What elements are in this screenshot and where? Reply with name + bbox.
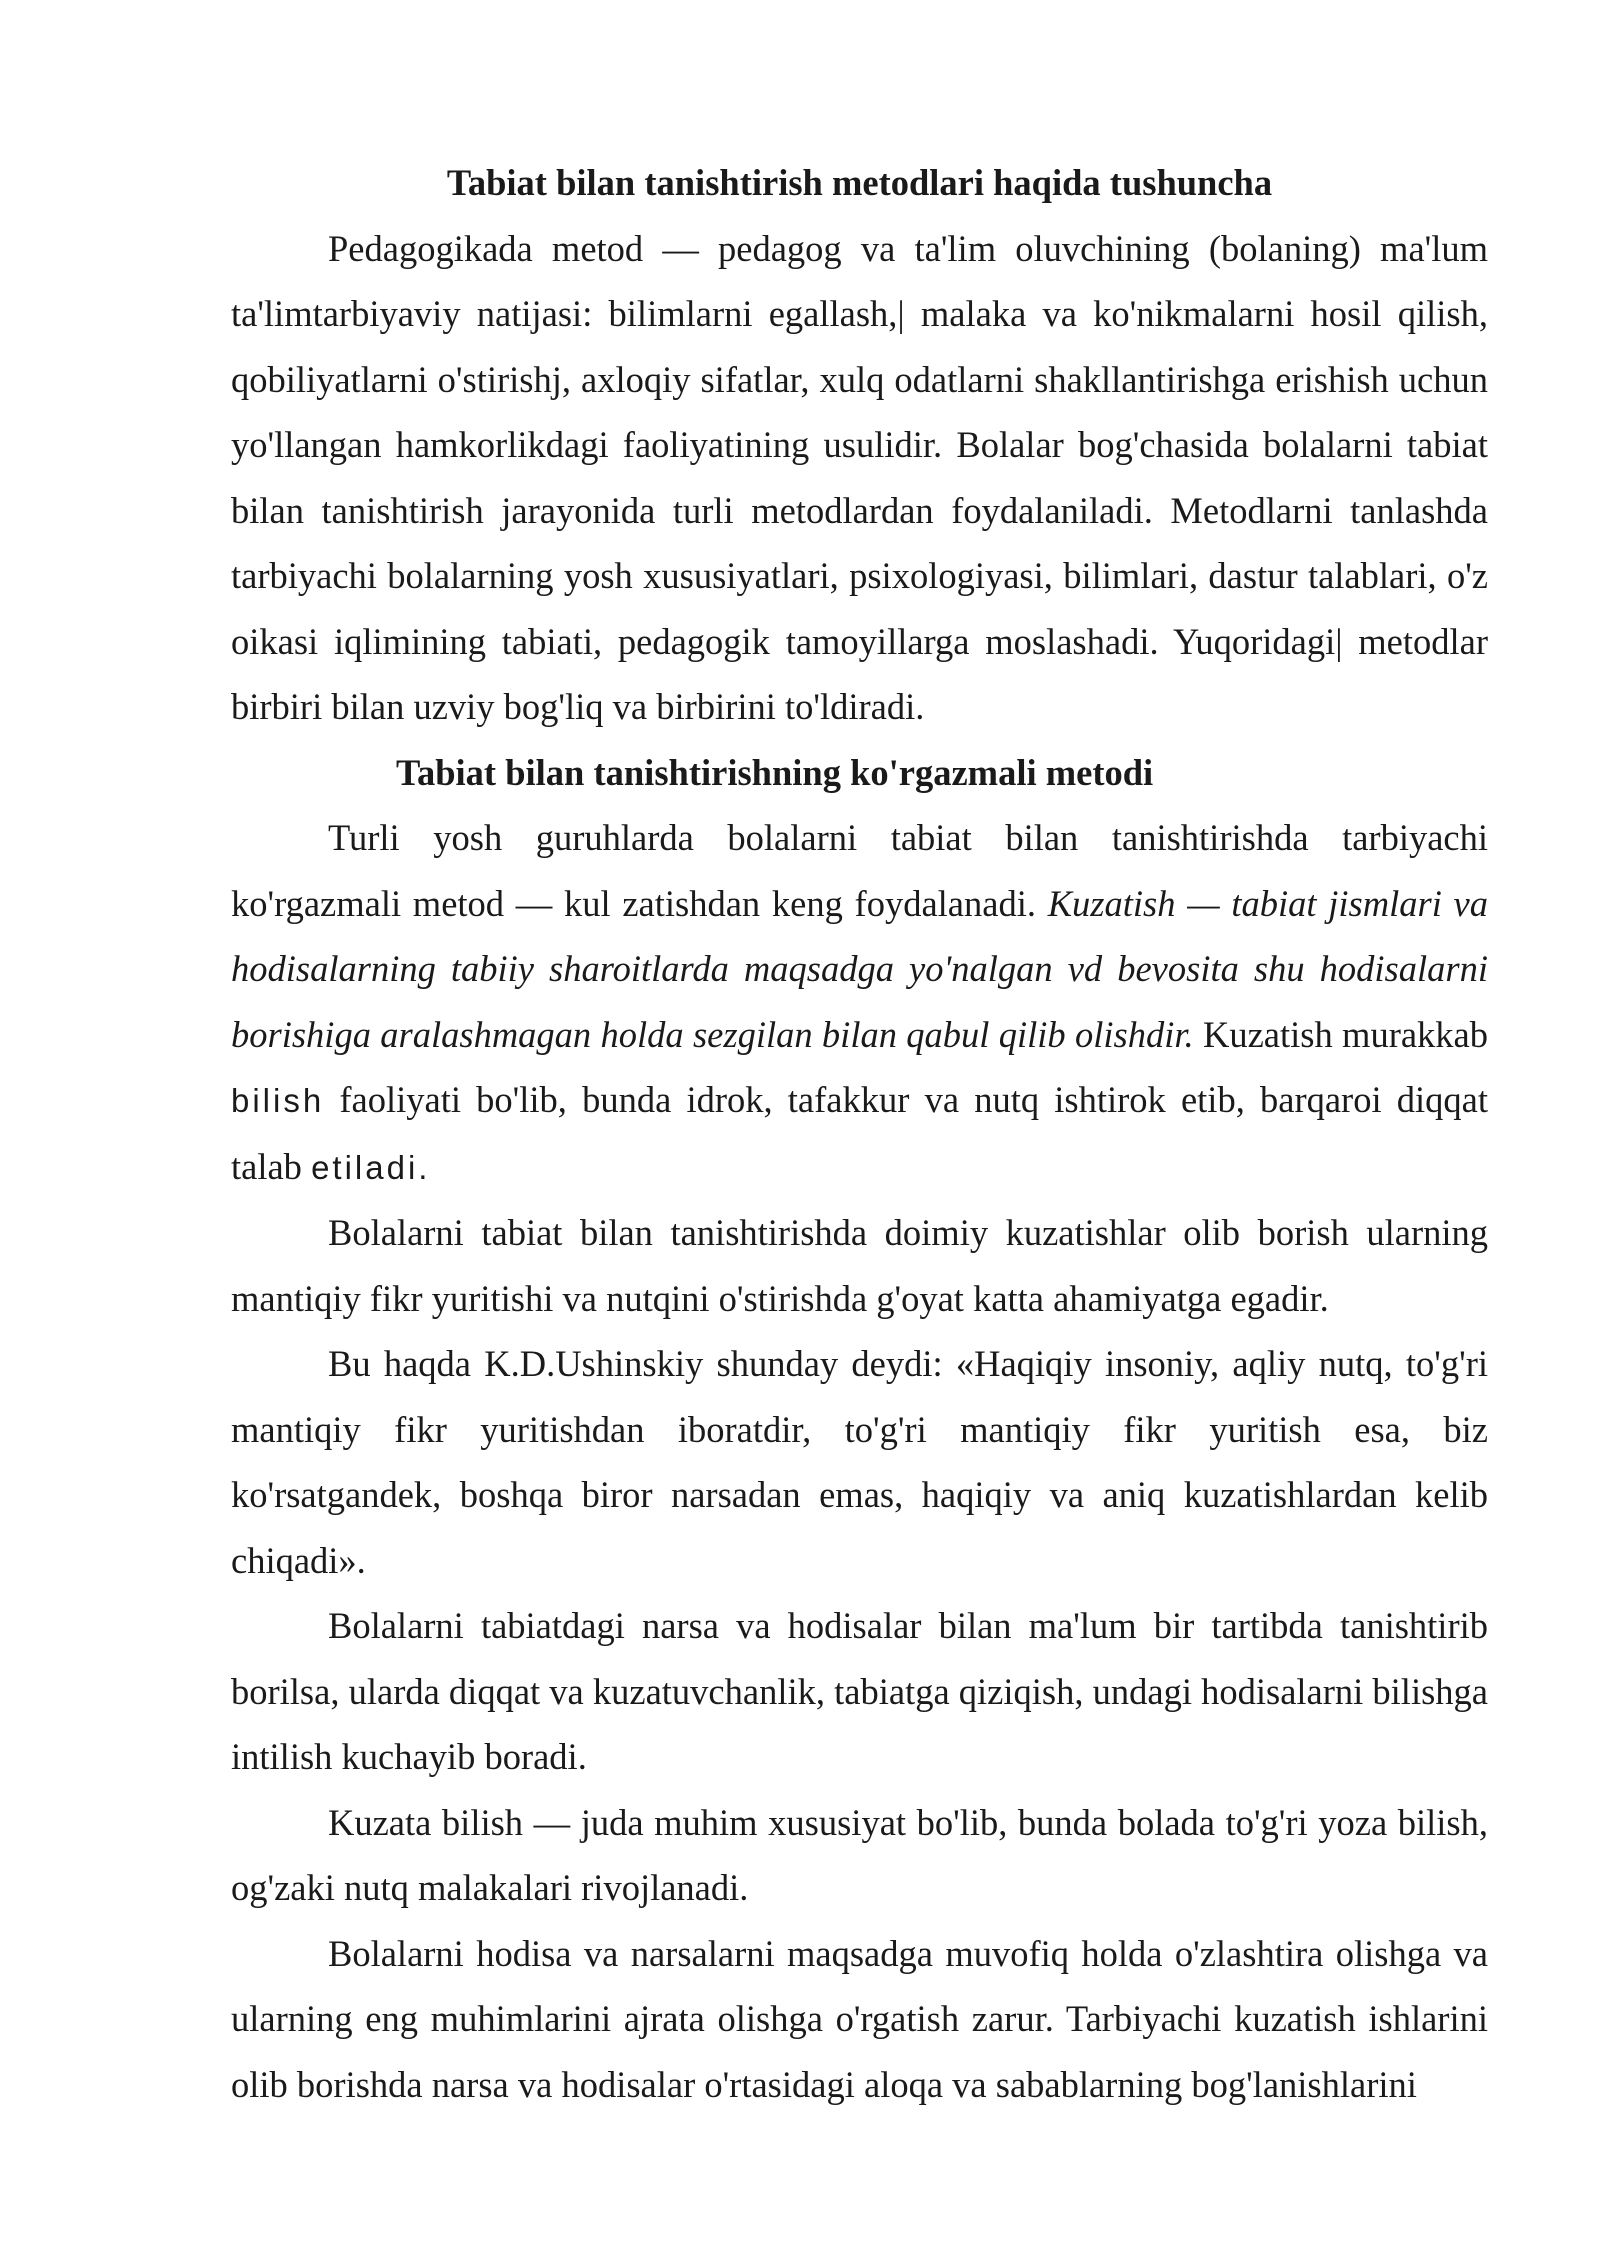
paragraph-ushinskiy-quote: Bu haqda K.D.Ushinskiy shunday deydi: «Haqiqiy insoniy, aqliy nutq, to'g'ri mantiqiy fikr yuritishdan iboratdir, to'g'ri mantiqiy fikr yuritish esa, biz ko'rsatgandek, boshqa biror narsadan emas, haqiqiy va aniq kuzatishlardan kelib chiqadi». [231,1343,1488,1581]
spaced-word-bilish: bilish [231,1082,325,1119]
section-heading-concept: Tabiat bilan tanishtirish metodlari haqida tushuncha [446,162,1273,203]
paragraph-observation [231,805,1488,1200]
paragraph-constant-observation: Bolalarni tabiat bilan tanishtirishda doimiy kuzatishlar olib borish ularning mantiqiy fikr yuritishi va nutqini o'stirishda g'oyat katta ahamiyatga egadir. [231,1212,1488,1319]
paragraph-observation-text-3: faoliyati bo'lib, bunda idrok, tafakkur va nutq ishtirok etib, barqaroi diqqat talab [231,1079,1488,1187]
paragraph-attention-curiosity: Bolalarni tabiatdagi narsa va hodisalar bilan ma'lum bir tartibda tanishtirib borilsa, ularda diqqat va kuzatuvchanlik, tabiatga qiziqish, undagi hodisalarni bilishga intilish kuchayib boradi. [231,1605,1488,1777]
paragraph-teaching-children: Bolalarni hodisa va narsalarni maqsadga muvofiq holda o'zlashtira olishga va ularning eng muhimlarini ajrata olishga o'rgatish zarur. Tarbiyachi kuzatish ishlarini olib borishda narsa va hodisalar o'rtasidagi aloqa va sabablarning bog'lanishlarini [231,1932,1488,2105]
spaced-word-etiladi: etiladi. [311,1148,431,1186]
paragraph-observation-text-1: Turli yosh guruhlarda bolalarni tabiat bilan tanishtirishda tarbiyachi ko'rgazmali metod — kul zatishdan keng foydalanadi. [231,817,1488,924]
paragraph-method-definition: Pedagogikada metod — pedagog va ta'lim oluvchining (bolaning) ma'lum ta'limtarbiyaviy natijasi: bilimlarni egallash,| malaka va ko'nikmalarni hosil qilish, qobiliyatlarni o'stirishj, axloqiy sifatlar, xulq odatlarni shakllantirishga erishish uchun yo'llangan hamkorlikdagi faoliyatining usulidir. Bolalar bog'chasida bolalarni tabiat bilan tanishtirish jarayonida turli metodlardan foydalaniladi. Metodlarni tanlashda tarbiyachi bolalarning yosh xususiyatlari, psixologiyasi, bilimlari, dastur talablari, o'z oikasi iqlimining tabiati, pedagogik tamoyillarga moslashadi. Yuqoridagi| metodlar birbiri bilan uzviy bog'liq va birbirini to'ldiradi. [231,227,1488,727]
paragraph-observation-skill: Kuzata bilish — juda muhim xususiyat bo'lib, bunda bolada to'g'ri yoza bilish, og'zaki nutq malakalari rivojlanadi. [231,1801,1488,1908]
observation-definition-italic: Kuzatish — tabiat jismlari va hodisalarning tabiiy sharoitlarda maqsadga yo'nalgan vd bevosita shu hodisalarni borishiga aralashmagan holda sezgilan bilan qabul qilib olishdir. [231,882,1488,1055]
document-page [231,150,1488,2117]
section-heading-visual-method: Tabiat bilan tanishtirishning ko'rgazmali metodi [396,751,1154,793]
paragraph-observation-text-2: Kuzatish murakkab [1193,1013,1488,1055]
